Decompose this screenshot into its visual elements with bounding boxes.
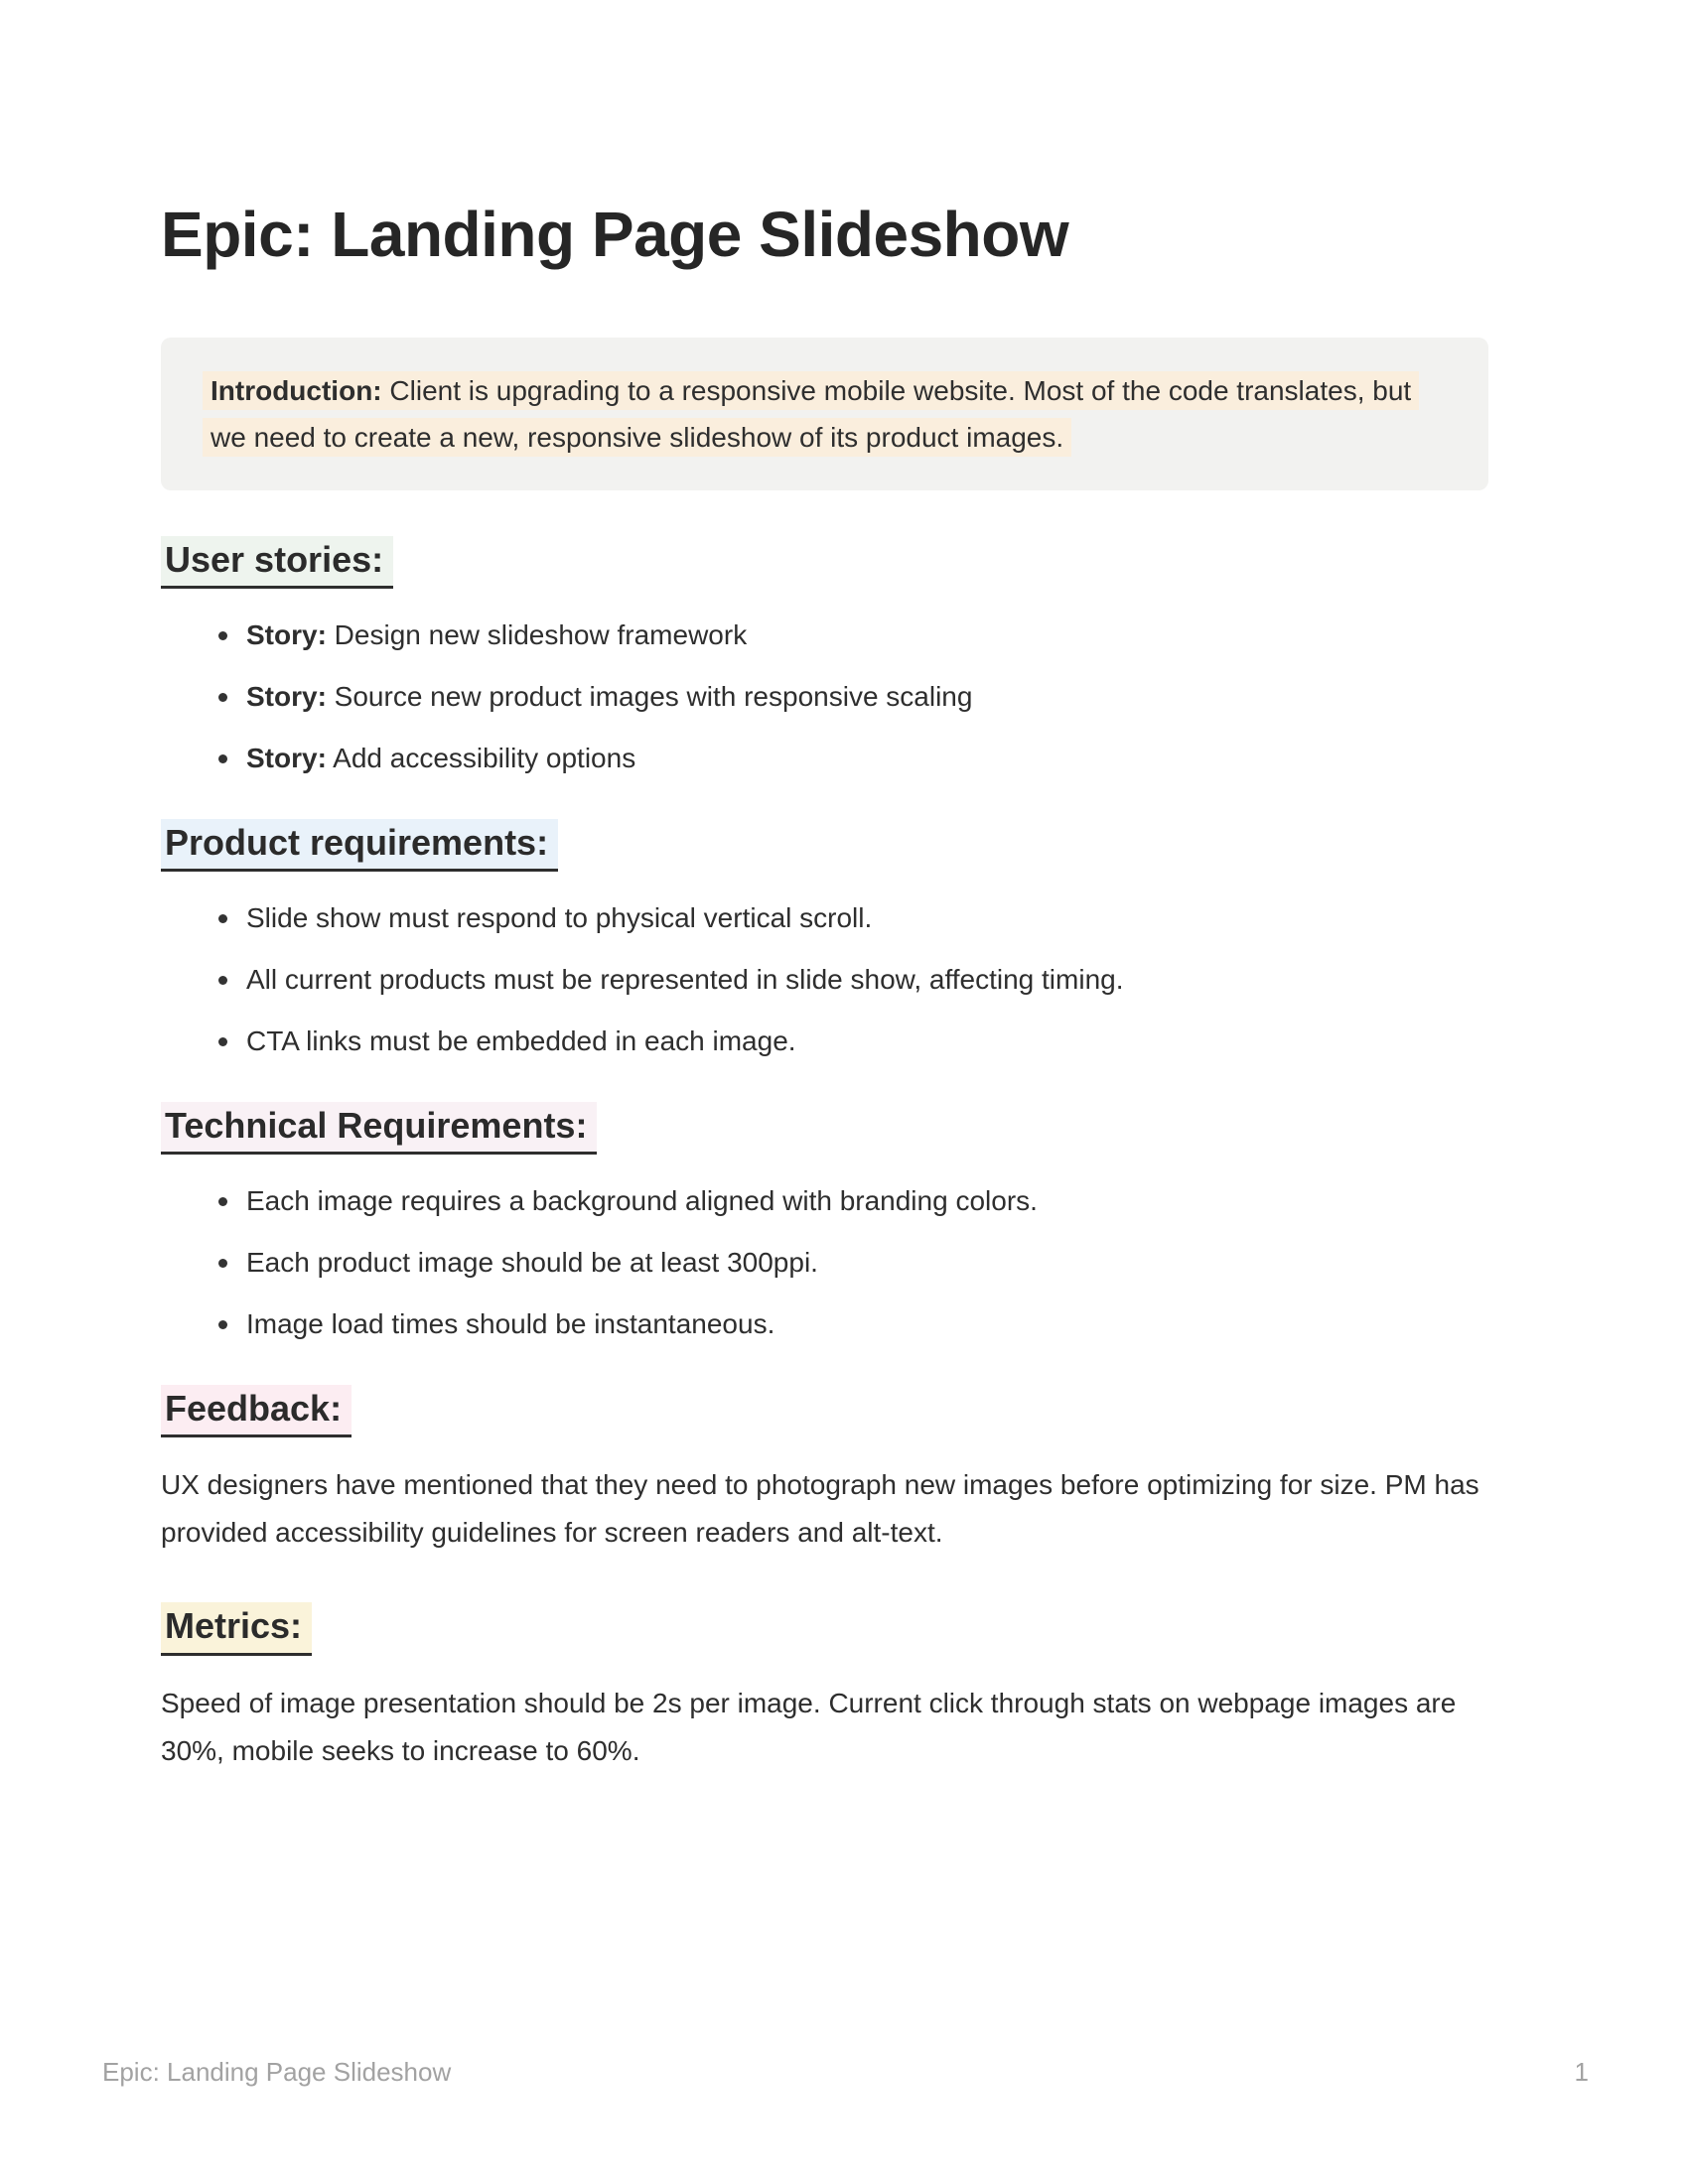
page-title: Epic: Landing Page Slideshow — [161, 199, 1069, 270]
section-technical-requirements — [161, 1102, 1489, 1339]
story-label: Story: — [246, 618, 327, 650]
introduction-callout — [161, 338, 1488, 490]
requirement-text: Image load times should be instantaneous. — [246, 1308, 775, 1340]
story-label: Story: — [246, 680, 327, 712]
requirement-text: Slide show must respond to physical vertical scroll. — [246, 901, 873, 933]
list-item — [161, 1026, 1488, 1056]
requirement-text: Each product image should be at least 300ppi. — [246, 1247, 818, 1279]
user-stories-list — [161, 620, 1488, 773]
section-heading-feedback: Feedback: — [161, 1385, 352, 1437]
list-item — [161, 744, 1488, 773]
introduction-highlight — [203, 371, 1419, 457]
section-product-requirements — [161, 819, 1489, 1056]
footer-document-title: Epic: Landing Page Slideshow — [102, 2057, 452, 2087]
page-footer — [102, 2057, 1589, 2088]
requirement-text: All current products must be represented in slide show, affecting timing. — [246, 963, 1124, 995]
introduction-text: Client is upgrading to a responsive mobile website. Most of the code translates, but we need to create a new, responsive slideshow of its product images. — [211, 374, 1412, 453]
technical-requirements-list — [161, 1186, 1488, 1339]
feedback-paragraph: UX designers have mentioned that they need to photograph new images before optimizing for size. PM has provided accessibility guidelines for screen readers and alt-text. — [161, 1469, 1479, 1549]
section-heading-product-requirements: Product requirements: — [161, 819, 558, 872]
introduction-label: Introduction: — [211, 374, 382, 406]
requirement-text: CTA links must be embedded in each image. — [246, 1024, 796, 1056]
product-requirements-list — [161, 903, 1488, 1056]
section-metrics — [161, 1602, 1489, 1774]
list-item — [161, 1186, 1488, 1216]
list-item — [161, 682, 1488, 712]
list-item — [161, 965, 1488, 995]
list-item — [161, 903, 1488, 933]
section-heading-user-stories: User stories: — [161, 536, 393, 589]
story-label: Story: — [246, 742, 327, 773]
section-feedback — [161, 1385, 1489, 1557]
list-item — [161, 620, 1488, 650]
story-text: Source new product images with responsive scaling — [326, 680, 973, 712]
section-heading-technical-requirements: Technical Requirements: — [161, 1102, 597, 1155]
metrics-paragraph: Speed of image presentation should be 2s per image. Current click through stats on webpage images are 30%, mobile seeks to increase to 60%. — [161, 1687, 1457, 1766]
requirement-text: Each image requires a background aligned with branding colors. — [246, 1185, 1038, 1217]
story-text: Design new slideshow framework — [326, 618, 748, 650]
list-item — [161, 1248, 1488, 1278]
section-heading-metrics: Metrics: — [161, 1602, 312, 1655]
story-text: Add accessibility options — [326, 742, 636, 773]
section-user-stories — [161, 536, 1489, 773]
footer-page-number: 1 — [1574, 2057, 1589, 2087]
list-item — [161, 1309, 1488, 1339]
